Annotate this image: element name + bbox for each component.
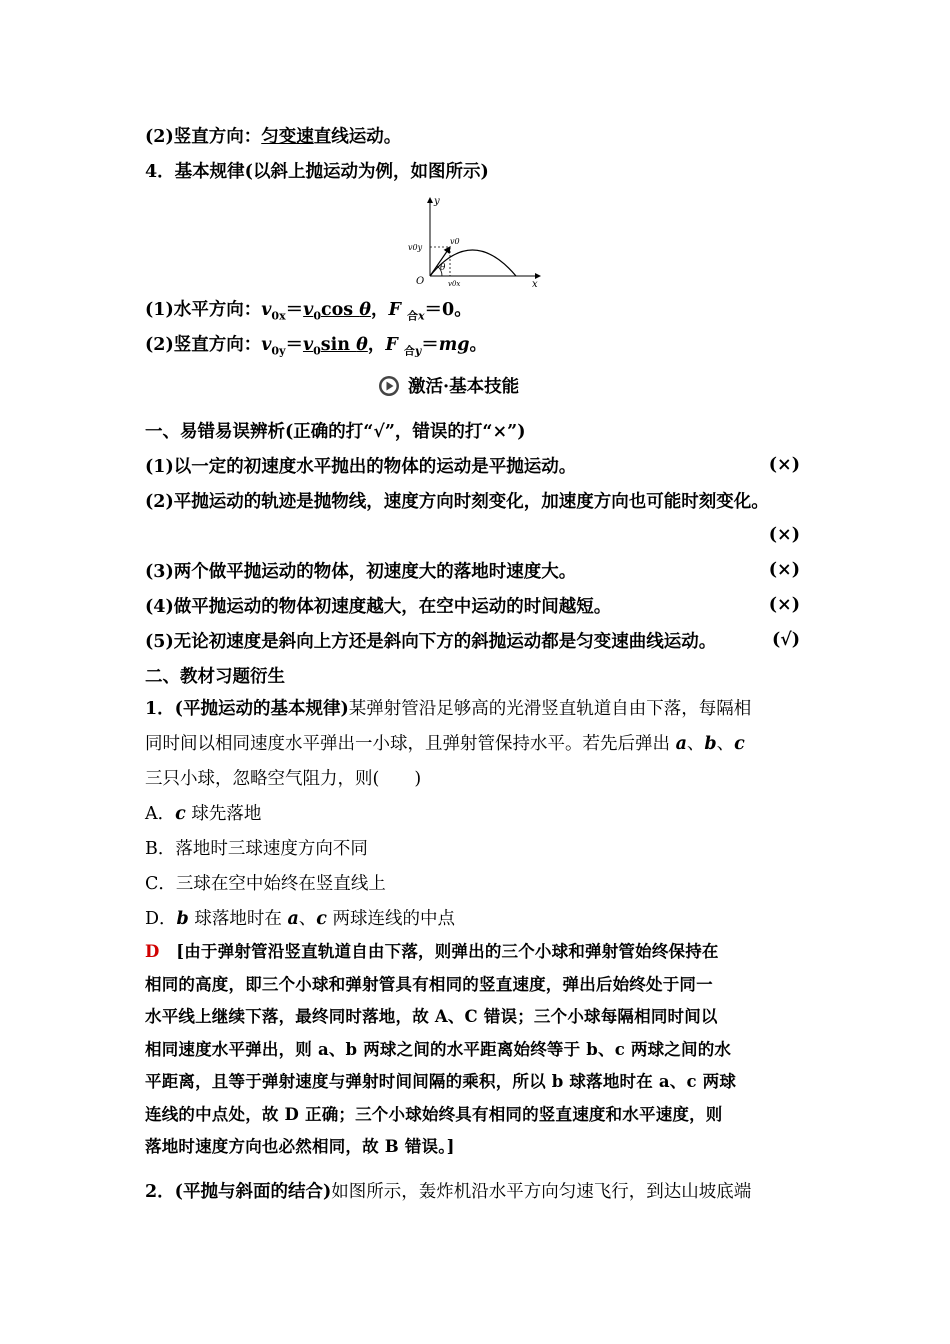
judgment-2: (2)平抛运动的轨迹是抛物线，速度方向时刻变化，加速度方向也可能时刻变化。 [145, 492, 769, 512]
section-banner [378, 373, 519, 398]
judgment-1: (1)以一定的初速度水平抛出的物体的运动是平抛运动。 [145, 457, 577, 477]
question-1-line-3: 三只小球，忽略空气阻力，则( ) [145, 769, 422, 789]
text: 直线运动。 [313, 127, 402, 147]
v0x-label: v0x [448, 280, 461, 288]
v0y-label: v0y [408, 243, 423, 252]
vertical-direction-line [145, 125, 401, 149]
horizontal-formula-line: (1)水平方向：$v_{0x}=v_0\cos$ θ，F $_{合x}$＝0。 [145, 300, 472, 323]
judgment-3: (3)两个做平抛运动的物体，初速度大的落地时速度大。 [145, 562, 577, 582]
text: D． [145, 909, 177, 929]
judgment-2-mark: (×) [768, 525, 800, 545]
oblique-projectile-figure [400, 192, 550, 288]
section-banner-title: 激活·基本技能 [408, 377, 520, 397]
answer-line: 连线的中点处，故 D 正确；三个小球始终具有相同的竖直速度和水平速度，则 [145, 1104, 723, 1124]
text: 两球连线的中点 [332, 909, 456, 929]
option-c: C．三球在空中始终在竖直线上 [145, 874, 386, 894]
text: (正确的打“√”，错误的打“×”) [285, 422, 526, 442]
answer-line: 落地时速度方向也必然相同，故 B 错误。] [145, 1137, 455, 1156]
judgment-3-mark: (×) [768, 560, 800, 580]
x-label: x [532, 279, 538, 288]
judgment-4-mark: (×) [768, 595, 800, 615]
question-1-line-1 [145, 697, 751, 721]
answer-line [145, 936, 810, 969]
judgment-5: (5)无论初速度是斜向上方还是斜向下方的斜抛运动都是匀变速曲线运动。 [145, 632, 717, 652]
question-tag: 2．(平抛与斜面的结合) [145, 1182, 332, 1202]
underlined-answer: 匀变速 [261, 127, 314, 147]
vertical-formula-line: (2)竖直方向：$v_{0y}=v_0\sin$ θ，F $_{合y}$＝mg。 [145, 335, 488, 358]
question-1-line-2: 同时间以相同速度水平弹出一小球，且弹射管保持水平。若先后弹出 a、b、c [145, 734, 745, 754]
text: 球先落地 [191, 804, 262, 824]
origin-label: O [416, 276, 425, 287]
answer-line: 相同的高度，即三个小球和弹射管具有相同的竖直速度，弹出后始终处于同一 [145, 974, 713, 994]
text: A． [145, 804, 176, 824]
section-1-heading [145, 420, 526, 444]
v0-label: v0 [450, 237, 460, 246]
answer-line: 平距离，且等于弹射速度与弹射时间间隔的乘积，所以 b 球落地时在 a、c 两球 [145, 1072, 737, 1091]
section-2-heading: 二、教材习题衍生 [145, 667, 285, 687]
question-tag: 1．(平抛运动的基本规律) [145, 699, 349, 719]
text: (2)竖直方向： [145, 127, 262, 147]
text: 某弹射管沿足够高的光滑竖直轨道自由下落，每隔相 [348, 699, 752, 719]
theta-label: θ [440, 263, 446, 273]
answer-line: 水平线上继续下落，最终同时落地，故 A、C 错误；三个小球每隔相同时间以 [145, 1007, 718, 1026]
judgment-5-mark: (√) [771, 630, 800, 650]
basic-law-heading: 4．基本规律(以斜上抛运动为例，如图所示) [145, 162, 489, 182]
text: 一、易错易误辨析 [145, 422, 285, 442]
text: 球落地时在 [194, 909, 282, 929]
text: 如图所示，轰炸机沿水平方向匀速飞行，到达山坡底端 [331, 1182, 752, 1202]
option-b: B．落地时三球速度方向不同 [145, 839, 368, 859]
text: 同时间以相同速度水平弹出一小球，且弹射管保持水平。若先后弹出 [145, 734, 670, 754]
y-label: y [434, 196, 440, 207]
option-a: A．c 球先落地 [145, 804, 262, 824]
play-icon [378, 375, 400, 397]
question-2-line-1 [145, 1180, 751, 1204]
text: (2)竖直方向： [145, 335, 262, 355]
answer-line: 相同速度水平弹出，则 a、b 两球之间的水平距离始终等于 b、c 两球之间的水 [145, 1039, 732, 1059]
text: (1)水平方向： [145, 300, 262, 320]
answer-letter: D [145, 942, 160, 961]
option-d: D．b 球落地时在 a、c 两球连线的中点 [145, 909, 456, 929]
judgment-4: (4)做平抛运动的物体初速度越大，在空中运动的时间越短。 [145, 597, 612, 617]
judgment-1-mark: (×) [768, 455, 800, 475]
answer-block [145, 936, 810, 1164]
text: [由于弹射管沿竖直轨道自由下落，则弹出的三个小球和弹射管始终保持在 [176, 942, 719, 961]
